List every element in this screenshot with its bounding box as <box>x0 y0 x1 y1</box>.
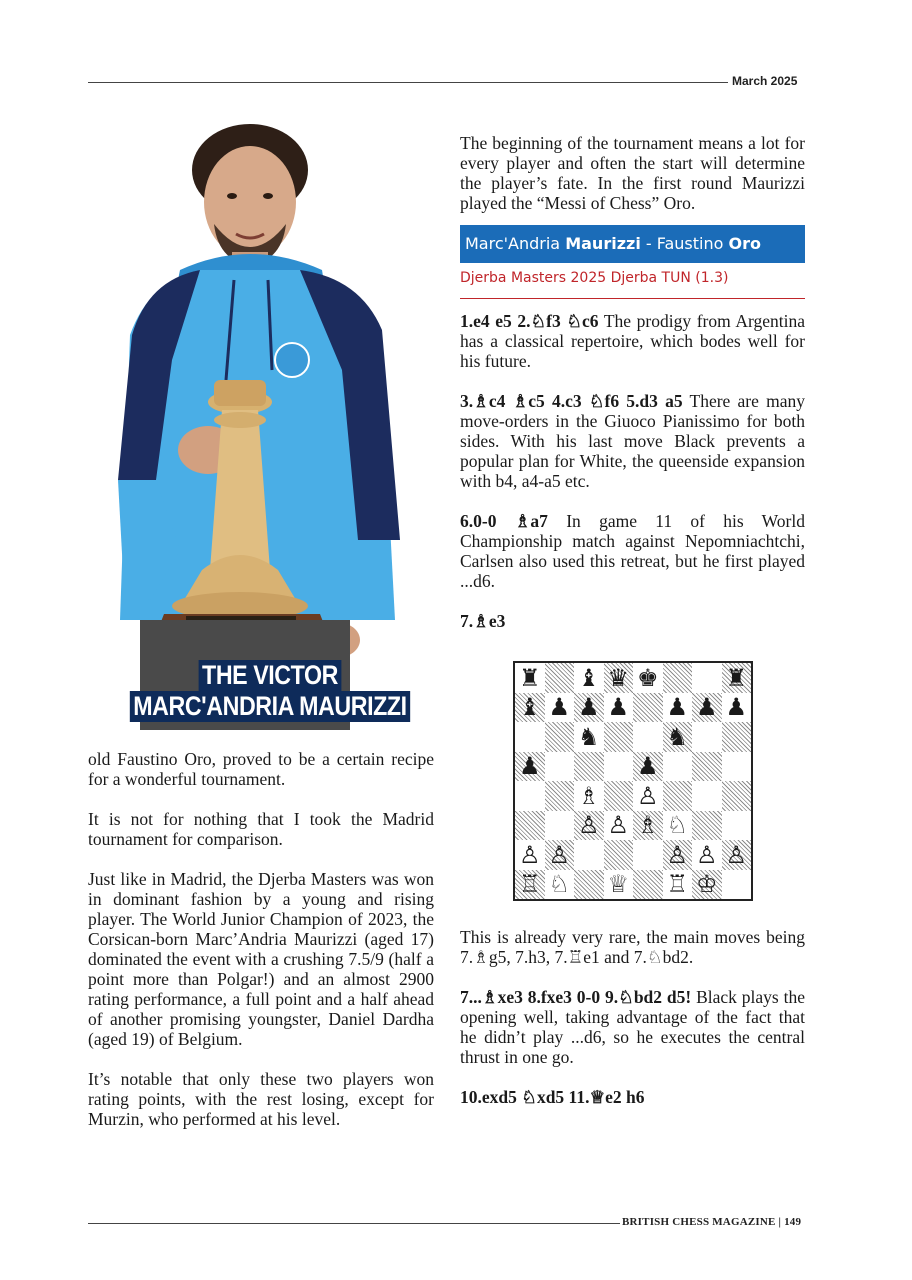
moves-2: 3.♗c4 ♗c5 4.c3 ♘f6 5.d3 a5 <box>460 391 683 411</box>
square-d3 <box>604 811 634 841</box>
square-c1 <box>574 870 604 900</box>
chess-piece: ♚ <box>636 663 659 692</box>
white-last-name: Maurizzi <box>565 234 641 253</box>
square-g4 <box>692 781 722 811</box>
square-d5 <box>604 752 634 782</box>
white-first-name: Marc'Andria <box>465 234 561 253</box>
chess-piece: ♙ <box>577 811 600 840</box>
header-rule <box>88 82 728 83</box>
chess-piece: ♜ <box>518 663 541 692</box>
square-f2 <box>663 840 693 870</box>
chess-diagram <box>513 661 753 901</box>
square-e2 <box>633 840 663 870</box>
square-d1 <box>604 870 634 900</box>
moves-paragraph-1 <box>460 311 805 371</box>
chess-piece: ♞ <box>666 722 688 751</box>
square-b4 <box>545 781 575 811</box>
square-a4 <box>515 781 545 811</box>
caption-line-1: THE VICTOR <box>199 660 342 691</box>
square-g3 <box>692 811 722 841</box>
square-g1 <box>692 870 722 900</box>
chess-piece: ♝ <box>577 663 600 692</box>
chess-piece: ♔ <box>695 870 718 899</box>
chess-piece: ♟ <box>666 693 688 722</box>
chess-piece: ♙ <box>607 811 629 840</box>
players-separator: - <box>640 234 657 253</box>
square-d2 <box>604 840 634 870</box>
moves-paragraph-6 <box>460 1087 805 1107</box>
chess-piece: ♙ <box>636 781 659 810</box>
square-h8 <box>722 663 752 693</box>
header-date: March 2025 <box>732 74 798 88</box>
chess-piece: ♛ <box>607 663 629 692</box>
chess-piece: ♖ <box>518 870 541 899</box>
game-event: Djerba Masters 2025 Djerba TUN (1.3) <box>460 263 805 299</box>
chess-piece: ♙ <box>518 840 541 869</box>
square-f8 <box>663 663 693 693</box>
square-c6 <box>574 722 604 752</box>
square-f6 <box>663 722 693 752</box>
left-paragraph-3: Just like in Madrid, the Djerba Masters was won in dominant fashion by a young and rising player. The World Junior Champion of 2023, the Corsican-born Marc’Andria Maurizzi (aged 17) dominated the event with a crushing 7.5/9 (half a point more than Polgar!) and an almost 2900 rating performance, a full point and a half ahead of another promising youngster, Daniel Dardha (aged 19) of Belgium. <box>88 869 434 1049</box>
moves-paragraph-2 <box>460 391 805 491</box>
moves-3: 6.0-0 ♗a7 <box>460 511 548 531</box>
chess-piece: ♞ <box>577 722 600 751</box>
moves-6: 10.exd5 ♘xd5 11.♕e2 h6 <box>460 1087 645 1107</box>
square-h1 <box>722 870 752 900</box>
chess-piece: ♝ <box>518 693 541 722</box>
moves-paragraph-4 <box>460 611 805 631</box>
chess-piece: ♘ <box>666 811 688 840</box>
square-f7 <box>663 693 693 723</box>
square-g6 <box>692 722 722 752</box>
square-c7 <box>574 693 604 723</box>
chess-piece: ♟ <box>577 693 600 722</box>
square-b7 <box>545 693 575 723</box>
intro-paragraph: The beginning of the tournament means a lot for every player and often the start will determine the player’s fate. In the first round Maurizzi played the “Messi of Chess” Oro. <box>460 133 805 213</box>
left-paragraph-1: old Faustino Oro, proved to be a certain recipe for a wonderful tournament. <box>88 749 434 789</box>
square-d4 <box>604 781 634 811</box>
chess-piece: ♕ <box>607 870 629 899</box>
chess-board <box>515 663 751 899</box>
black-first-name: Faustino <box>656 234 724 253</box>
square-a8 <box>515 663 545 693</box>
square-h4 <box>722 781 752 811</box>
square-f5 <box>663 752 693 782</box>
moves-paragraph-3 <box>460 511 805 591</box>
square-c4 <box>574 781 604 811</box>
chess-piece: ♟ <box>725 693 747 722</box>
square-g2 <box>692 840 722 870</box>
black-last-name: Oro <box>728 234 761 253</box>
comment-5: Black plays the opening well, taking advantage of the fact that he didn’t play ...d6, so he executes the central thrust in one go. <box>460 987 806 1067</box>
chess-piece: ♟ <box>548 693 570 722</box>
square-b2 <box>545 840 575 870</box>
square-e1 <box>633 870 663 900</box>
photo-caption <box>88 660 452 722</box>
moves-paragraph-5 <box>460 987 805 1067</box>
square-a2 <box>515 840 545 870</box>
square-c5 <box>574 752 604 782</box>
square-c8 <box>574 663 604 693</box>
square-e8 <box>633 663 663 693</box>
moves-1: 1.e4 e5 2.♘f3 ♘c6 <box>460 311 599 331</box>
square-h7 <box>722 693 752 723</box>
after-board-paragraph: This is already very rare, the main moves being 7.♗g5, 7.h3, 7.♖e1 and 7.♘bd2. <box>460 927 805 967</box>
chess-piece: ♟ <box>518 752 541 781</box>
page-footer: BRITISH CHESS MAGAZINE | 149 <box>622 1216 802 1228</box>
caption-line-2: MARC'ANDRIA MAURIZZI <box>130 691 410 722</box>
chess-piece: ♟ <box>695 693 718 722</box>
square-d8 <box>604 663 634 693</box>
chess-piece: ♟ <box>607 693 629 722</box>
square-g7 <box>692 693 722 723</box>
square-e6 <box>633 722 663 752</box>
square-d7 <box>604 693 634 723</box>
square-e5 <box>633 752 663 782</box>
moves-5: 7...♗xe3 8.fxe3 0-0 9.♘bd2 d5! <box>460 987 692 1007</box>
square-a7 <box>515 693 545 723</box>
winner-photo <box>110 120 440 730</box>
game-header <box>460 225 805 263</box>
square-g8 <box>692 663 722 693</box>
chess-piece: ♟ <box>636 752 659 781</box>
square-a5 <box>515 752 545 782</box>
square-h3 <box>722 811 752 841</box>
left-column <box>88 749 434 1149</box>
square-a3 <box>515 811 545 841</box>
square-e3 <box>633 811 663 841</box>
chess-piece: ♙ <box>548 840 570 869</box>
left-paragraph-4: It’s notable that only these two players won rating points, with the rest losing, except for Murzin, who performed at his level. <box>88 1069 434 1129</box>
chess-piece: ♙ <box>725 840 747 869</box>
square-d6 <box>604 722 634 752</box>
square-b8 <box>545 663 575 693</box>
chess-piece: ♖ <box>666 870 688 899</box>
square-b6 <box>545 722 575 752</box>
square-f4 <box>663 781 693 811</box>
square-f1 <box>663 870 693 900</box>
square-a6 <box>515 722 545 752</box>
square-h2 <box>722 840 752 870</box>
chess-piece: ♙ <box>666 840 688 869</box>
footer-rule <box>88 1223 620 1224</box>
chess-piece: ♘ <box>548 870 570 899</box>
square-a1 <box>515 870 545 900</box>
square-b5 <box>545 752 575 782</box>
comment-2: There are many move-orders in the Giuoco Pianissimo for both sides. With his last move Black prevents a popular plan for White, the queenside expansion with b4, a4-a5 etc. <box>460 391 805 491</box>
right-column <box>460 133 805 1127</box>
moves-4: 7.♗e3 <box>460 611 506 631</box>
chess-piece: ♗ <box>577 781 600 810</box>
chess-piece: ♜ <box>725 663 747 692</box>
square-e7 <box>633 693 663 723</box>
chess-piece: ♙ <box>695 840 718 869</box>
square-e4 <box>633 781 663 811</box>
square-h5 <box>722 752 752 782</box>
square-f3 <box>663 811 693 841</box>
square-b3 <box>545 811 575 841</box>
comment-1: The prodigy from Argentina has a classical repertoire, which bodes well for his future. <box>460 311 805 371</box>
comment-3: In game 11 of his World Championship match against Nepomniachtchi, Carlsen also used this retreat, but he first played ...d6. <box>460 511 805 591</box>
square-g5 <box>692 752 722 782</box>
chess-piece: ♗ <box>636 811 659 840</box>
square-h6 <box>722 722 752 752</box>
square-b1 <box>545 870 575 900</box>
square-c3 <box>574 811 604 841</box>
square-c2 <box>574 840 604 870</box>
left-paragraph-2: It is not for nothing that I took the Madrid tournament for comparison. <box>88 809 434 849</box>
